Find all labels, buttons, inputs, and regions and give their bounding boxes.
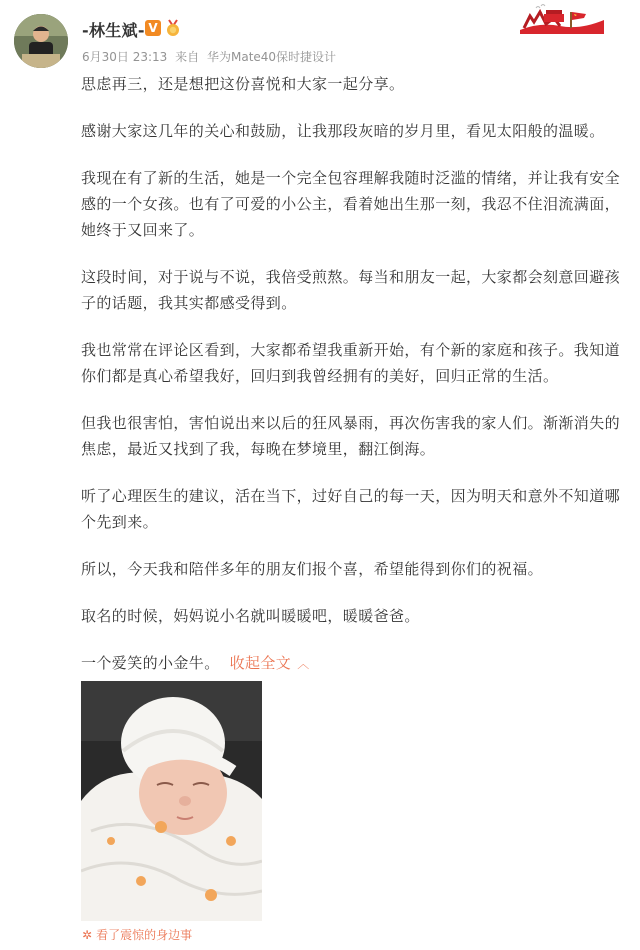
post-source-device[interactable]: 华为Mate40保时捷设计 bbox=[206, 50, 337, 64]
post-paragraph: 取名的时候，妈妈说小名就叫暖暖吧，暖暖爸爸。 bbox=[81, 607, 420, 625]
post-paragraph: 听了心理医生的建议，活在当下，过好自己的每一天，因为明天和意外不知道哪个先到来。 bbox=[81, 487, 621, 531]
username[interactable]: -林生斌- bbox=[82, 21, 145, 40]
avatar[interactable] bbox=[14, 14, 68, 68]
verified-badge: V bbox=[145, 20, 161, 36]
post-paragraph: 我现在有了新的生活，她是一个完全包容理解我随时泛滥的情绪，并让我有安全感的一个女孩。也有了可爱的小公主，看着她出生那一刻，我忍不住泪流满面，她终于又回来了。 bbox=[81, 169, 621, 239]
post-photo[interactable] bbox=[81, 681, 262, 921]
medal-icon bbox=[164, 19, 182, 37]
post-meta bbox=[82, 48, 340, 65]
post-date[interactable]: 6月30日 23:13 bbox=[82, 50, 168, 64]
post-last-line-text: 一个爱笑的小金牛。 bbox=[81, 654, 220, 672]
post-paragraph: 所以，今天我和陪伴多年的朋友们报个喜，希望能得到你们的祝福。 bbox=[81, 560, 544, 578]
great-wall-flag-icon bbox=[520, 2, 604, 34]
footer-link-text[interactable]: 看了震惊的身边事 bbox=[96, 928, 193, 942]
post-paragraph: 感谢大家这几年的关心和鼓励，让我那段灰暗的岁月里，看见太阳般的温暖。 bbox=[81, 122, 605, 140]
post-paragraph: 思虑再三，还是想把这份喜悦和大家一起分享。 bbox=[81, 75, 405, 93]
footer-link[interactable] bbox=[82, 926, 192, 943]
post-content bbox=[81, 71, 626, 677]
post-paragraph: 这段时间，对于说与不说，我倍受煎熬。每当和朋友一起，大家都会刻意回避孩子的话题，我其实都感受得到。 bbox=[81, 268, 621, 312]
chevron-up-icon[interactable]: ︿ bbox=[297, 657, 310, 671]
collapse-label[interactable]: 收起全文 bbox=[229, 654, 292, 672]
post-source-prefix: 来自 bbox=[175, 50, 200, 64]
star-icon: ✲ bbox=[82, 928, 93, 942]
post-paragraph: 我也常常在评论区看到，大家都希望我重新开始，有个新的家庭和孩子。我知道你们都是真心希望我好，回归到我曾经拥有的美好，回归正常的生活。 bbox=[81, 341, 621, 385]
post-last-line bbox=[81, 650, 626, 677]
post-paragraph: 但我也很害怕，害怕说出来以后的狂风暴雨，再次伤害我的家人们。渐渐消失的焦虑，最近又找到了我，每晚在梦境里，翻江倒海。 bbox=[81, 414, 621, 458]
collapse-button[interactable] bbox=[230, 654, 310, 672]
